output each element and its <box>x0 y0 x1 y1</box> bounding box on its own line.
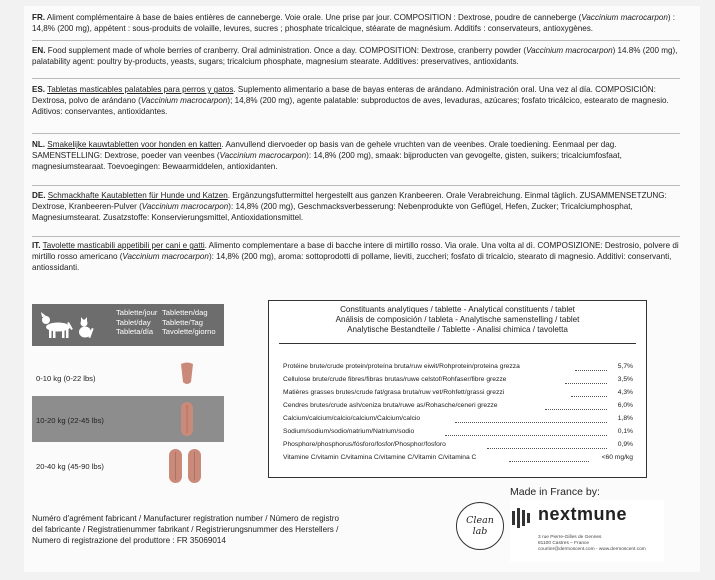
analytical-row: Sodium/sodium/sodio/natrium/Natrium/sodio 0,1% <box>283 428 633 435</box>
tablet-icon <box>180 362 194 386</box>
tablet-icon <box>180 401 194 437</box>
analytical-row: Matières grasses brutes/crude fat/grasa bruta/ruw vet/Rohfett/grassi grezzi 4,3% <box>283 389 633 396</box>
maker-block <box>510 500 664 562</box>
dog-cat-icon <box>40 312 96 340</box>
dosage-header <box>32 304 224 346</box>
nextmune-logo-icon <box>512 508 532 528</box>
analytical-title: Constituants analytiques / tablette - Analytical constituents / tablet Análisis de composición / tableta - Analytische samenstelling / tablet Analytische Bestandteile / Tablette - Analisi chimica / tavoletta <box>335 305 580 334</box>
maker-address: 3 rue Pierre-Gilles de Gennes 81100 Castres – France courrier@dermoscent.com - www.dermoscent.com <box>538 535 646 552</box>
dosage-row: 20-40 kg (45-90 lbs) <box>32 442 224 490</box>
analytical-row: Calcium/calcium/calcio/calcium/Calcium/calcio 1,8% <box>283 415 633 422</box>
divider <box>32 185 680 186</box>
tablet-icon <box>168 448 204 484</box>
analytical-row: Cendres brutes/crude ash/ceniza bruta/ruwe as/Rohasche/ceneri grezze 6,0% <box>283 402 633 409</box>
analytical-row: Phosphore/phosphorus/fósforo/fosfor/Phosphor/fosforo 0,9% <box>283 441 633 448</box>
divider <box>32 133 680 134</box>
registration-number: Numéro d'agrément fabricant / Manufacturer registration number / Número de registro del fabricante / Registratienummer fabrikant / Registrierungsnummer des Herstellers / Numero di registrazione del produttore : FR 35069014 <box>32 514 339 545</box>
divider <box>32 40 680 41</box>
analytical-divider <box>279 343 636 344</box>
text-it: IT. Tavolette masticabili appetibili per cani e gatti. Alimento complementare a base di bacche intere di mirtillo rosso. Via orale. Una volta al dì. COMPOSIZIONE: Destrosio, polvere di mirtillo rosso americano (Vaccinium macrocarpon): 14,8% (200 mg), aroma: sottoprodotti di pollame, lieviti, zuccheri; fosfato di tricalcio, stearato di magnesio. Additivi: conservanti, antiossidanti. <box>32 241 679 273</box>
text-fr: FR. Aliment complémentaire à base de baies entières de canneberge. Voie orale. Une prise par jour. COMPOSITION : Dextrose, poudre de canneberge (Vaccinium macrocarpon) : 14,8% (200 mg), appétent : sous-produits de volaille, levures, sucres ; phosphate tricalcique, stéarate de magnésium. Additifs : conservateurs, antioxygènes. <box>32 13 676 34</box>
text-de: DE. Schmackhafte Kautabletten für Hunde und Katzen. Ergänzungsfuttermittel hergestellt aus ganzen Kranbeeren. Orale Verabreichung. Einmal täglich. ZUSAMMENSETZUNG: Dextrose, Kranbeeren-Pulver (Vaccinium macrocarpon): 14,8% (200 mg), Geschmacksverbesserung: Nebenprodukte von Geflügel, Hefen, Zucker; Tricalciumphosphat, Magnesiumstearat. Zusatzstoffe: Konservierungsmittel, Antioxidationsmittel. <box>32 191 667 223</box>
clean-lab-badge-icon: Clean lab <box>456 502 504 550</box>
dosage-col1: Tablette/jour Tablet/day Tableta/día <box>116 308 158 337</box>
made-in-label: Made in France by: <box>510 486 600 498</box>
dosage-row: 0-10 kg (0-22 lbs) <box>32 352 224 396</box>
analytical-box <box>268 300 647 478</box>
analytical-row: Vitamine C/vitamin C/vitamina C/vitamine C/Vitamin C/vitamina C <60 mg/kg <box>283 454 633 461</box>
analytical-row: Protéine brute/crude protein/proteína bruta/ruw eiwit/Rohprotein/proteina grezza 5,7% <box>283 363 633 370</box>
text-es: ES. Tabletas masticables palatables para perros y gatos. Suplemento alimentario a base de bayas enteras de arándano. Administración oral. Una vez al día. COMPOSICIÓN: Dextrosa, polvo de arándano (Vaccinium macrocarpon); 14,8% (200 mg), agente palatable: subproductos de aves, levaduras, azúcares; fosfato tricálcico, estearato de magnesio. Aditivos: conservantes, antioxidantes. <box>32 85 669 117</box>
divider <box>32 78 680 79</box>
divider <box>32 236 680 237</box>
brand-name: nextmune <box>538 504 628 524</box>
dosage-row: 10-20 kg (22-45 lbs) <box>32 396 224 442</box>
analytical-row: Cellulose brute/crude fibres/fibras brutas/ruwe celstof/Rohfaser/fibre grezze 3,5% <box>283 376 633 383</box>
dosage-col2: Tabletten/dag Tablette/Tag Tavolette/giorno <box>162 308 216 337</box>
text-nl: NL. Smakelijke kauwtabletten voor honden en katten. Aanvullend diervoeder op basis van de gehele vruchten van de veenbes. Orale toediening. Eenmaal per dag. SAMENSTELLING: Dextrose, poeder van veenbes (Vaccinium macrocarpon): 14,8% (200 mg), smaak: bijproducten van gevogelte, gisten, suikers; tricalciumfosfaat, magnesiumstearaat. Toevoegingen: Bewaarmiddelen, antioxidanten. <box>32 140 622 172</box>
text-en: EN. Food supplement made of whole berries of cranberry. Oral administration. Once a day. COMPOSITION: Dextrose, cranberry powder (Vaccinium macrocarpon) 14.8% (200 mg), palatability agent: poultry by-products, yeasts, sugars; tricalcium phosphate, magnesium stearate. Additives: preservatives, antioxidants. <box>32 46 678 67</box>
